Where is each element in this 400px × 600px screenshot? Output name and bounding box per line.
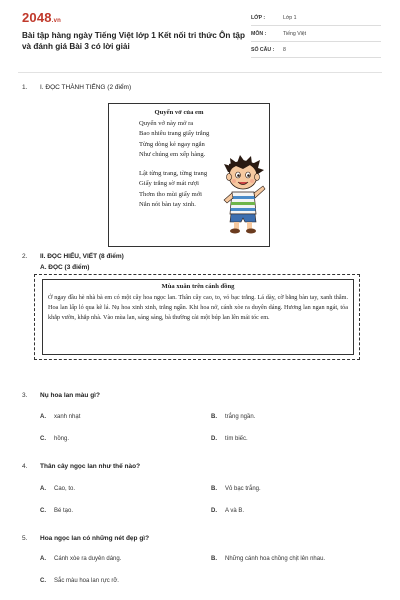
option-text: tím biếc. — [225, 436, 248, 442]
poem — [139, 108, 219, 211]
option-letter: D. — [211, 436, 217, 442]
section-title: I. ĐỌC THÀNH TIẾNG (2 điểm) — [40, 84, 132, 91]
answer-option[interactable] — [211, 556, 325, 562]
option-letter: C. — [40, 508, 46, 514]
passage-text: Ở ngay đầu hè nhà bà em có một cây hoa ngọc lan. Thân cây cao, to, vỏ bạc trắng. Lá dày, cỡ bằng bàn tay, xanh thẫm. Hoa lan lấp ló qua kẽ lá. Nụ hoa xinh xinh, trắng ngần. Khi hoa nở, cánh xòe ra duyên dáng. Hương lan ngan ngát, tỏa khắp vườn, khắp nhà. Vào mùa lan, sáng sáng, bà thường cài một búp lan lên mái tóc em. — [48, 294, 348, 321]
question-number: 1. — [22, 84, 28, 91]
option-letter: B. — [211, 414, 217, 420]
answer-option[interactable] — [211, 508, 244, 514]
option-text: Cao, to. — [54, 486, 76, 492]
question-number: 2. — [22, 253, 28, 260]
option-text: Những cánh hoa chồng chịt lên nhau. — [225, 556, 326, 562]
option-letter: B. — [211, 556, 217, 562]
poem-line: Quyển vở này mở ra — [139, 119, 194, 127]
option-text: hồng. — [54, 436, 70, 442]
option-letter: A. — [40, 486, 46, 492]
document-title: Bài tập hàng ngày Tiếng Việt lớp 1 Kết nối tri thức Ôn tập và đánh giá Bài 3 có lời giải — [22, 31, 245, 51]
answer-option[interactable] — [40, 578, 119, 584]
meta-label: SỐ CÂU : — [251, 46, 275, 53]
answer-option[interactable] — [211, 414, 255, 420]
poem-line: Bao nhiêu trang giấy trắng — [139, 130, 210, 137]
question-text: Hoa ngọc lan có những nét đẹp gì? — [40, 535, 150, 542]
meta-row-subject — [251, 26, 381, 42]
option-letter: C. — [40, 436, 46, 442]
option-letter: A. — [40, 556, 46, 562]
meta-value: Lớp 1 — [283, 14, 297, 21]
question-text: Nụ hoa lan màu gì? — [40, 392, 100, 399]
meta-value: Tiếng Việt — [283, 30, 307, 37]
option-text: Vỏ bạc trắng. — [225, 486, 261, 492]
option-text: Bé tạo. — [54, 508, 74, 514]
poem-line: Thơm tho mùi giấy mới — [139, 190, 203, 198]
poem-line: Lật từng trang, từng trang — [139, 169, 208, 177]
site-logo[interactable] — [22, 10, 61, 25]
poem-line: Nắn nót bàn tay xinh. — [139, 201, 196, 208]
poem-line: Giấy trắng sờ mát rượi — [139, 180, 199, 187]
page-header — [0, 0, 400, 72]
header-divider — [18, 72, 382, 73]
passage-title: Mùa xuân trên cánh đồng — [161, 283, 235, 290]
question-number: 3. — [22, 392, 28, 399]
question-number: 5. — [22, 535, 28, 542]
option-text: Sắc màu hoa lan rực rỡ. — [54, 578, 119, 584]
option-text: trắng ngần. — [225, 414, 256, 420]
meta-value: 8 — [283, 46, 286, 53]
meta-row-class — [251, 10, 381, 26]
option-letter: D. — [211, 508, 217, 514]
option-letter: C. — [40, 578, 46, 584]
question-number: 4. — [22, 463, 28, 470]
poem-title: Quyển vở của em — [154, 109, 204, 116]
meta-label: LỚP : — [251, 14, 266, 21]
answer-option[interactable] — [40, 508, 73, 514]
logo-suffix: .vn — [51, 18, 62, 24]
option-letter: B. — [211, 486, 217, 492]
answer-option[interactable] — [40, 486, 75, 492]
meta-row-count — [251, 42, 381, 58]
poem-line: Từng dòng kẻ ngay ngắn — [139, 140, 205, 148]
option-text: Cánh xòe ra duyên dáng. — [54, 556, 122, 562]
answer-option[interactable] — [40, 436, 69, 442]
section-subtitle: A. ĐỌC (3 điểm) — [40, 264, 90, 271]
meta-label: MÔN : — [251, 30, 267, 37]
section-title: II. ĐỌC HIỂU, VIẾT (8 điểm) — [40, 253, 124, 260]
option-text: A và B. — [225, 508, 245, 514]
poem-line: Như chúng em xếp hàng. — [139, 151, 206, 158]
answer-option[interactable] — [40, 414, 80, 420]
option-text: xanh nhạt — [54, 414, 81, 420]
meta-table — [251, 10, 381, 58]
question-text: Thân cây ngọc lan như thế nào? — [40, 463, 141, 470]
answer-option[interactable] — [40, 556, 121, 562]
boy-illustration — [220, 152, 266, 234]
answer-option[interactable] — [211, 486, 261, 492]
answer-option[interactable] — [211, 436, 248, 442]
logo-main: 2048 — [22, 10, 52, 25]
option-letter: A. — [40, 414, 46, 420]
